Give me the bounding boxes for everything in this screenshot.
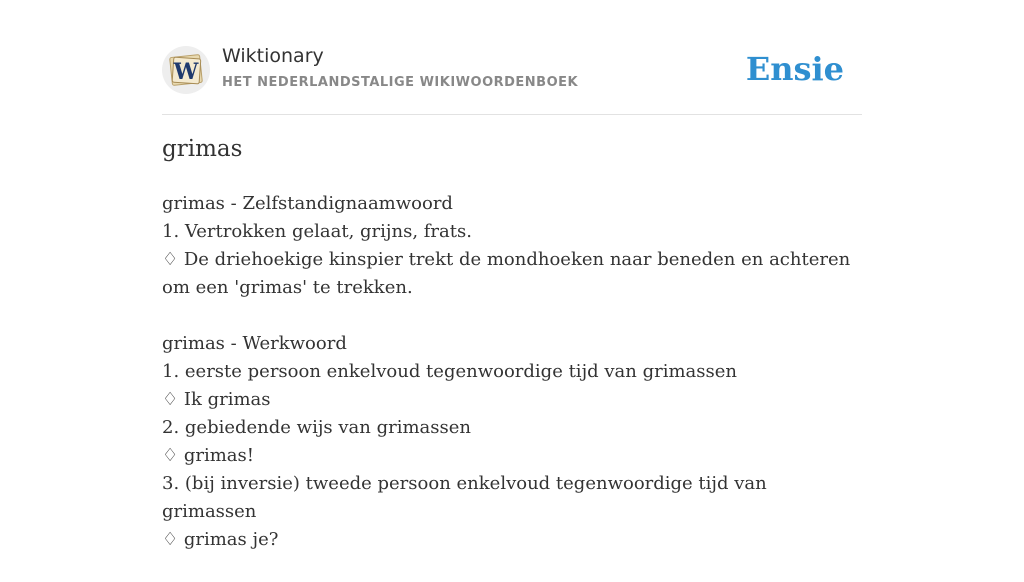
site-subtitle: HET NEDERLANDSTALIGE WIKIWOORDENBOEK: [222, 75, 579, 90]
site-title[interactable]: Wiktionary: [222, 45, 324, 67]
example-line: ♢ grimas je?: [162, 529, 279, 550]
definition-line: 1. Vertrokken gelaat, grijns, frats.: [162, 221, 472, 242]
svg-text:W: W: [173, 59, 199, 85]
example-line: ♢ grimas!: [162, 445, 255, 466]
site-header: [162, 0, 862, 115]
ensie-brand-logo[interactable]: Ensie: [745, 50, 844, 88]
example-line: ♢ Ik grimas: [162, 389, 271, 410]
definition-content: [162, 190, 862, 582]
wiktionary-logo-icon: [168, 52, 204, 88]
definition-section: [162, 190, 862, 302]
page-title: grimas: [162, 136, 243, 162]
wiktionary-logo[interactable]: [162, 46, 210, 94]
definition-line: 3. (bij inversie) tweede persoon enkelvoud tegenwoordige tijd van grimassen: [162, 473, 767, 522]
definition-line: 2. gebiedende wijs van grimassen: [162, 417, 471, 438]
example-line: ♢ De driehoekige kinspier trekt de mondhoeken naar beneden en achteren om een 'grimas' te trekken.: [162, 249, 851, 298]
definition-line: 1. eerste persoon enkelvoud tegenwoordige tijd van grimassen: [162, 361, 738, 382]
section-heading: grimas - Werkwoord: [162, 333, 347, 354]
page: [162, 0, 862, 550]
definition-section: [162, 330, 862, 554]
section-heading: grimas - Zelfstandignaamwoord: [162, 193, 453, 214]
